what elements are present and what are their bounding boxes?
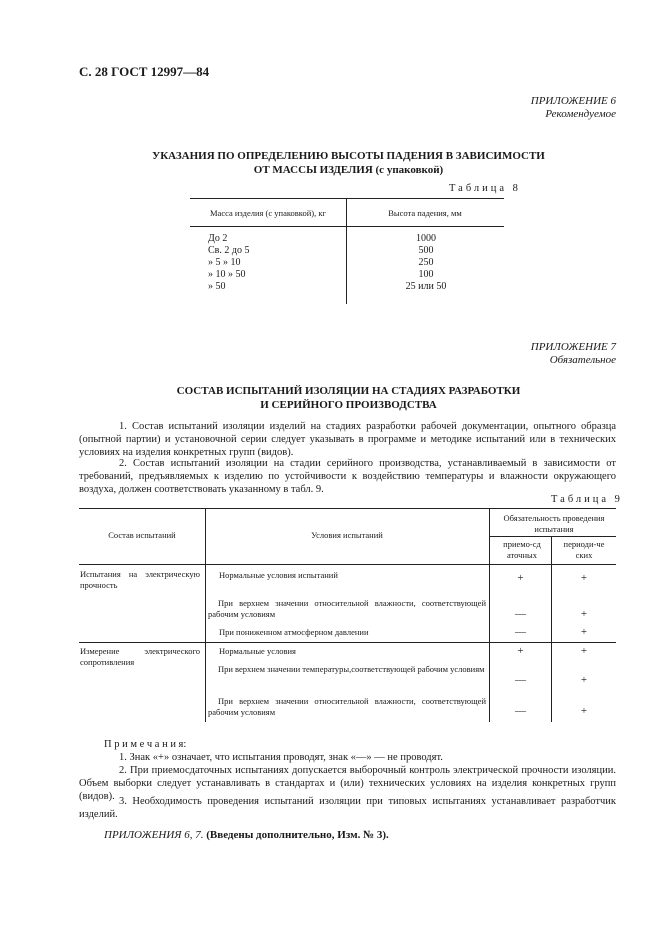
table8-height: 100 xyxy=(418,269,434,280)
table9-condition: Нормальные условия испытаний xyxy=(219,570,338,580)
table9-subheader-rule xyxy=(489,536,616,537)
table8-mass: До 2 xyxy=(208,233,228,244)
notes-heading: П р и м е ч а н и я: xyxy=(104,739,187,750)
table9-condition: При верхнем значении относительной влажности, соответствующей рабочим условиям xyxy=(208,598,486,619)
table9-acceptance-mark: — xyxy=(515,626,526,638)
table9-condition: При верхнем значении температуры,соответствующей рабочим условиям xyxy=(218,664,485,674)
table9-caption: Таблица 9 xyxy=(551,494,623,505)
table9-acceptance-mark: — xyxy=(515,608,526,620)
appendix6-status: Рекомендуемое xyxy=(545,108,616,120)
table8-height: 1000 xyxy=(416,233,436,244)
table8-mass-column xyxy=(208,233,249,293)
table8-height: 250 xyxy=(418,257,434,268)
amendment-appendices: ПРИЛОЖЕНИЯ 6, 7. xyxy=(104,829,204,841)
note-2: 2. При приемосдаточных испытаниях допускается выборочный контроль электрической прочности изоляции. Объем выборки следует устанавливать в стандартах и (или) технических условиях на изделия конкретных групп (видов). xyxy=(79,765,616,802)
table9-periodic-mark: + xyxy=(580,608,588,620)
table8-caption: Таблица 8 xyxy=(449,183,521,194)
table9-periodic-mark: + xyxy=(580,626,588,638)
amendment-note: (Введены дополнительно, Изм. № 3). xyxy=(206,829,389,841)
table9-column-rule xyxy=(205,508,206,722)
table9-condition: Нормальные условия xyxy=(219,646,296,656)
table9-periodic-mark: + xyxy=(580,705,588,717)
table9-group2-name: Измерение электрического сопротивления xyxy=(80,646,200,667)
table9-periodic-mark: + xyxy=(580,572,588,584)
table9-group1-name: Испытания на электрическую прочность xyxy=(80,569,200,590)
appendix7-title-line1: СОСТАВ ИСПЫТАНИЙ ИЗОЛЯЦИИ НА СТАДИЯХ РАЗРАБОТКИ xyxy=(176,385,521,397)
table9-periodic-mark: + xyxy=(580,645,588,657)
table8-col1-header: Масса изделия (с упаковкой), кг xyxy=(209,208,326,218)
table8-mass: » 10 » 50 xyxy=(208,269,246,280)
appendix7-title xyxy=(18,384,661,412)
appendix7-label-block xyxy=(531,341,616,367)
appendix6-title xyxy=(18,149,661,177)
table8-top-rule xyxy=(190,198,504,199)
table8-mass: Св. 2 до 5 xyxy=(208,245,250,256)
table8-mass: » 5 » 10 xyxy=(208,257,241,268)
table9-header-mandatory: Обязательность проведения испытания xyxy=(503,513,605,534)
appendix7-label: ПРИЛОЖЕНИЕ 7 xyxy=(530,341,616,353)
table9-condition: При верхнем значении относительной влажности, соответствующей рабочим условиям xyxy=(208,696,486,717)
appendix7-title-line2: И СЕРИЙНОГО ПРОИЗВОДСТВА xyxy=(260,399,437,411)
table9-acceptance-mark: — xyxy=(515,705,526,717)
table8-col2-header: Высота падения, мм xyxy=(388,208,462,218)
table9-condition: При пониженном атмосферном давлении xyxy=(219,627,369,637)
appendix6-label-block xyxy=(531,95,616,121)
appendix6-title-line1: УКАЗАНИЯ ПО ОПРЕДЕЛЕНИЮ ВЫСОТЫ ПАДЕНИЯ В ЗАВИСИМОСТИ xyxy=(152,150,545,162)
table9-header-conditions: Условия испытаний xyxy=(311,530,383,540)
appendix6-title-line2: ОТ МАССЫ ИЗДЕЛИЯ (с упаковкой) xyxy=(253,164,444,176)
page-header: С. 28 ГОСТ 12997—84 xyxy=(79,64,210,79)
appendix6-label: ПРИЛОЖЕНИЕ 6 xyxy=(530,95,616,107)
table8-height: 25 или 50 xyxy=(405,281,447,292)
table8-header-rule xyxy=(190,226,504,227)
table8-height: 500 xyxy=(418,245,434,256)
table9-header-periodic: периоди-ческих xyxy=(563,539,605,560)
amendment-reference xyxy=(104,829,389,841)
appendix7-paragraph-1: 1. Состав испытаний изоляции изделий на стадиях разработки рабочей документации, опытного образца (опытной партии) и установочной серии следует указывать в программе и методике испытаний или в технических условиях на изделия конкретных групп (видов). xyxy=(79,421,616,458)
table9-header-composition: Состав испытаний xyxy=(108,530,176,540)
note-3: 3. Необходимость проведения испытаний изоляции при типовых испытаниях устанавливает разработчик изделий. xyxy=(79,796,616,820)
table8-height-column xyxy=(390,233,462,293)
appendix7-status: Обязательное xyxy=(549,354,616,366)
table9-header-rule xyxy=(79,564,616,565)
table9-group-rule xyxy=(79,642,616,643)
table9-header-acceptance: приемо-сдаточных xyxy=(503,539,541,560)
table9-top-rule xyxy=(79,508,616,509)
note-1: 1. Знак «+» означает, что испытания проводят, знак «—» — не проводят. xyxy=(119,752,443,763)
table8-mass: » 50 xyxy=(208,281,226,292)
table9-acceptance-mark: + xyxy=(517,645,524,657)
table9-periodic-mark: + xyxy=(580,674,588,686)
table9-acceptance-mark: — xyxy=(515,674,526,686)
table9-acceptance-mark: + xyxy=(517,572,524,584)
appendix7-paragraph-2: 2. Состав испытаний изоляции на стадии серийного производства, устанавливаемый в зависимости от требований, предъявляемых к изделию по устойчивости к воздействию температуры и влажности окружающего воздуха, должен соответствовать указанному в табл. 9. xyxy=(79,458,616,495)
